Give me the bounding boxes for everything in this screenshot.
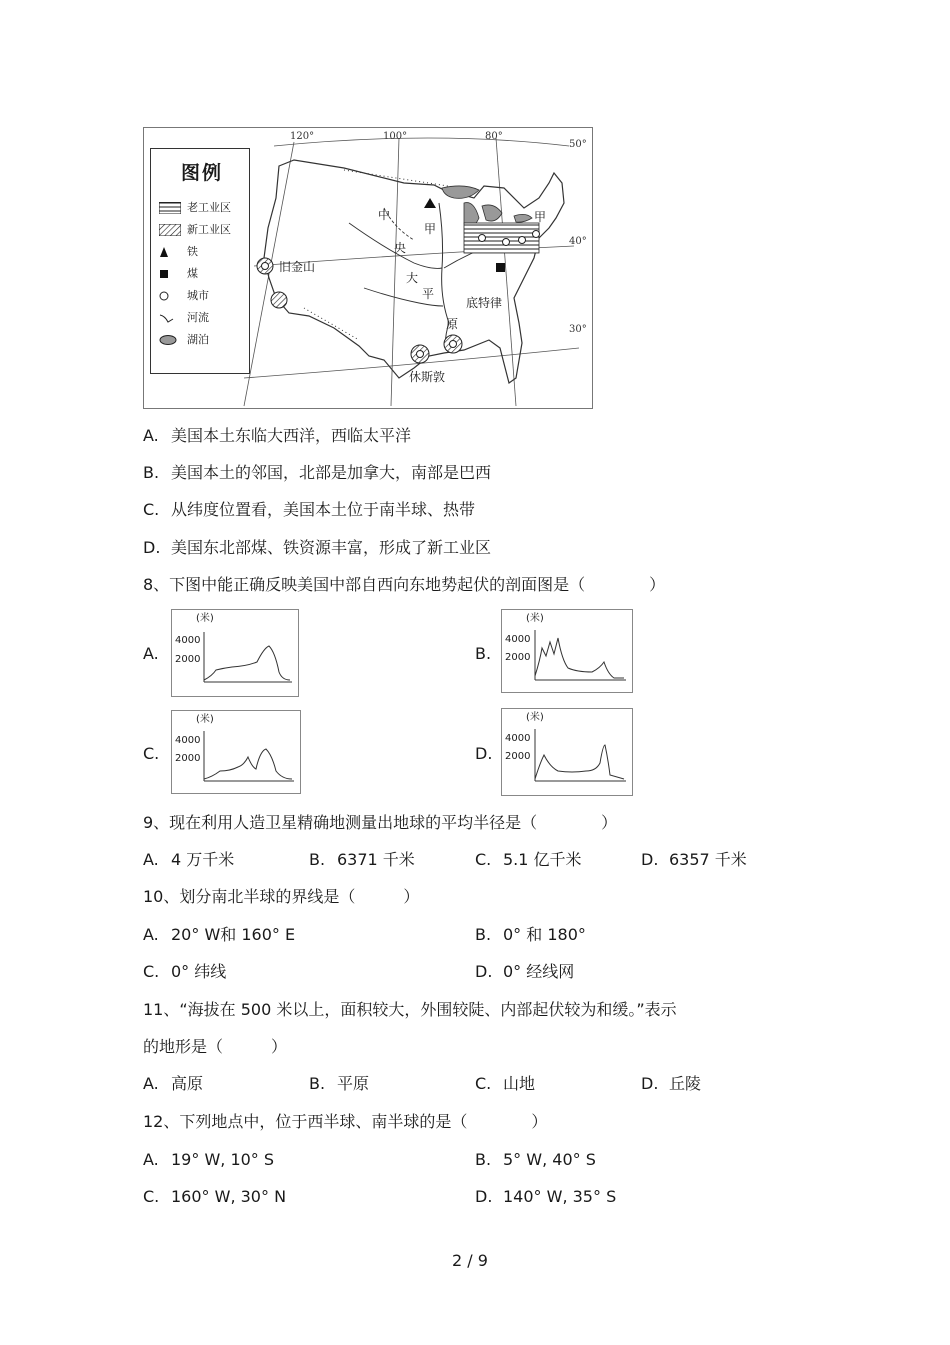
profile-tick-2000: 2000 (505, 751, 531, 762)
q7-option-c[interactable]: C. 从纬度位置看，美国本土位于南半球、热带 (143, 500, 476, 519)
horizontal-stripes-icon (159, 202, 181, 214)
profile-tick-2000: 2000 (505, 652, 531, 663)
profile-curve-d (502, 709, 632, 795)
q10-option-d[interactable]: D. 0° 经线网 (475, 962, 575, 981)
q7-option-a[interactable]: A. 美国本土东临大西洋，西临太平洋 (143, 426, 412, 445)
profile-tick-4000: 4000 (175, 635, 201, 646)
q9-option-c[interactable]: C. 5.1 亿千米 (475, 850, 582, 869)
usa-industry-map (143, 127, 593, 409)
q8-stem: 8、下图中能正确反映美国中部自西向东地势起伏的剖面图是（ ） (143, 575, 666, 594)
q7-option-b[interactable]: B. 美国本土的邻国，北部是加拿大，南部是巴西 (143, 463, 492, 482)
q10-option-b[interactable]: B. 0° 和 180° (475, 925, 586, 944)
q9-stem: 9、现在利用人造卫星精确地测量出地球的平均半径是（ ） (143, 813, 618, 832)
river-line-icon (159, 312, 181, 324)
q12-option-c[interactable]: C. 160° W, 30° N (143, 1187, 287, 1206)
legend-item-city: 城市 (159, 289, 209, 303)
legend-item-coal: 煤 (159, 267, 198, 281)
q8-profile-chart-d[interactable] (501, 708, 633, 796)
page-number: 2 / 9 (452, 1251, 488, 1270)
q9-option-a[interactable]: A. 4 万千米 (143, 850, 235, 869)
latitude-30-label: 30° (569, 324, 587, 335)
profile-unit: (米) (196, 613, 214, 624)
lake-blob-icon (159, 334, 181, 346)
circle-icon (159, 290, 181, 302)
q8-option-c-letter[interactable]: C. (143, 744, 160, 763)
q11-option-a[interactable]: A. 高原 (143, 1074, 204, 1093)
profile-unit: (米) (526, 613, 544, 624)
diagonal-hatch-icon (159, 224, 181, 236)
label-da: 大 (406, 271, 419, 285)
latitude-40-label: 40° (569, 236, 587, 247)
profile-tick-2000: 2000 (175, 654, 201, 665)
label-ping: 平 (422, 287, 435, 301)
label-yang: 央 (394, 241, 407, 255)
triangle-icon (159, 246, 181, 258)
label-san-francisco: 旧金山 (279, 260, 316, 274)
q8-profile-chart-b[interactable] (501, 609, 633, 693)
q10-stem: 10、划分南北半球的界线是（ ） (143, 887, 420, 906)
profile-unit: (米) (526, 712, 544, 723)
latitude-50-label: 50° (569, 139, 587, 150)
q8-option-d-letter[interactable]: D. (475, 744, 493, 763)
legend-item-new-industry: 新工业区 (159, 223, 231, 237)
q11-stem-line1: 11、“海拔在 500 米以上，面积较大，外围较陡、内部起伏较为和缓。”表示 (143, 1000, 677, 1019)
label-houston: 休斯敦 (409, 370, 446, 384)
label-zhong: 中 (378, 208, 391, 222)
legend-item-old-industry: 老工业区 (159, 201, 231, 215)
label-yuan: 原 (446, 317, 459, 331)
q11-option-b[interactable]: B. 平原 (309, 1074, 370, 1093)
legend-item-lake: 湖泊 (159, 333, 209, 347)
label-jia-east: 甲 (534, 210, 547, 224)
label-detroit: 底特律 (466, 296, 503, 310)
legend-item-iron: 铁 (159, 245, 198, 259)
profile-curve-a (172, 610, 298, 696)
q7-option-d[interactable]: D. 美国东北部煤、铁资源丰富，形成了新工业区 (143, 538, 492, 557)
q10-option-a[interactable]: A. 20° W和 160° E (143, 925, 296, 944)
q12-option-b[interactable]: B. 5° W, 40° S (475, 1150, 596, 1169)
q9-option-b[interactable]: B. 6371 千米 (309, 850, 415, 869)
profile-tick-4000: 4000 (505, 634, 531, 645)
q12-option-a[interactable]: A. 19° W, 10° S (143, 1150, 275, 1169)
q8-option-a-letter[interactable]: A. (143, 644, 159, 663)
q11-stem-line2: 的地形是（ ） (143, 1037, 288, 1056)
longitude-100-label: 100° (383, 131, 408, 142)
longitude-120-label: 120° (290, 131, 315, 142)
q11-option-d[interactable]: D. 丘陵 (641, 1074, 702, 1093)
q8-option-b-letter[interactable]: B. (475, 644, 492, 663)
square-icon (159, 268, 181, 280)
q11-option-c[interactable]: C. 山地 (475, 1074, 536, 1093)
label-jia-central: 甲 (424, 222, 437, 236)
map-legend (150, 148, 250, 374)
profile-unit: (米) (196, 714, 214, 725)
longitude-80-label: 80° (485, 131, 503, 142)
profile-curve-b (502, 610, 632, 692)
legend-item-river: 河流 (159, 311, 209, 325)
q10-option-c[interactable]: C. 0° 纬线 (143, 962, 227, 981)
profile-curve-c (172, 711, 300, 793)
q12-option-d[interactable]: D. 140° W, 35° S (475, 1187, 617, 1206)
q8-profile-chart-c[interactable] (171, 710, 301, 794)
profile-tick-4000: 4000 (505, 733, 531, 744)
legend-title: 图例 (181, 162, 224, 184)
q8-profile-chart-a[interactable] (171, 609, 299, 697)
q12-stem: 12、下列地点中，位于西半球、南半球的是（ ） (143, 1112, 548, 1131)
profile-tick-2000: 2000 (175, 753, 201, 764)
profile-tick-4000: 4000 (175, 735, 201, 746)
q9-option-d[interactable]: D. 6357 千米 (641, 850, 747, 869)
